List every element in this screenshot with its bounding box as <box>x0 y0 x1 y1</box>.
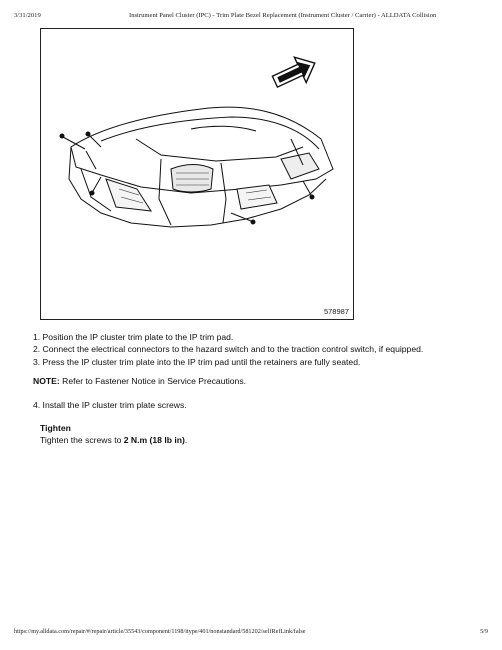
note-text: Refer to Fastener Notice in Service Precautions. <box>59 376 247 387</box>
tighten-prefix: Tighten the screws to <box>40 435 124 446</box>
step-3: 3. Press the IP cluster trim plate into the IP trim pad until the retainers are fully seated. <box>33 356 361 367</box>
page-number: 5/9 <box>480 628 488 635</box>
step-2: 2. Connect the electrical connectors to the hazard switch and to the traction control switch, if equipped. <box>33 344 424 355</box>
dashboard-drawing <box>69 107 333 227</box>
footer-url[interactable]: https://my.alldata.com/repair/#/repair/article/35543/component/1198/itype/401/nonstandard/581202/selfRefLink/false <box>14 628 306 635</box>
tighten-text <box>40 434 473 446</box>
figure-number: 578987 <box>323 307 349 316</box>
tighten-heading: Tighten <box>40 423 71 434</box>
step-1: 1. Position the IP cluster trim plate to the IP trim pad. <box>33 332 234 342</box>
header-date: 3/31/2019 <box>14 12 41 19</box>
procedure-content <box>33 331 473 447</box>
tighten-suffix: . <box>184 435 188 446</box>
tighten-spec <box>40 422 473 447</box>
step-4: 4. Install the IP cluster trim plate screws. <box>33 399 187 410</box>
torque-value: 2 N.m (18 lb in) <box>123 435 185 446</box>
header-title: Instrument Panel Cluster (IPC) - Trim Plate Bezel Replacement (Instrument Cluster / Carrier) - ALLDATA Collision <box>129 12 437 19</box>
page-footer <box>14 628 488 638</box>
page-header <box>14 12 488 24</box>
illustration-frame <box>40 28 354 320</box>
step-list <box>33 331 473 368</box>
note-paragraph <box>33 375 473 387</box>
direction-arrow-icon <box>269 50 321 94</box>
instrument-panel-illustration <box>41 29 355 321</box>
note-label: NOTE: <box>33 376 60 387</box>
